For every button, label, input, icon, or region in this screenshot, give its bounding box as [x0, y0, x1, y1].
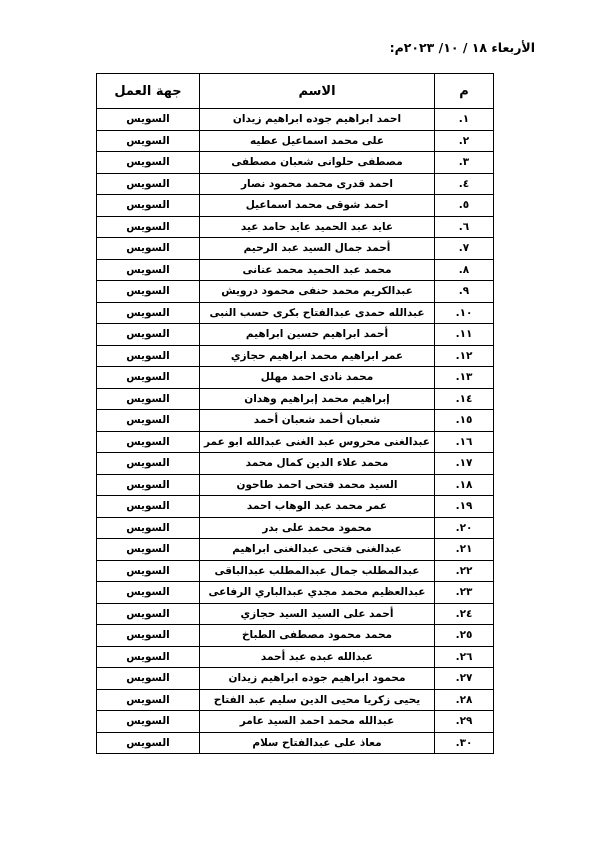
- table-row: [97, 216, 494, 238]
- row-number: ٢٨.: [435, 689, 494, 711]
- row-name: يحيى زكريا محيى الدين سليم عبد الفتاح: [200, 689, 435, 711]
- row-number: ٢٠.: [435, 517, 494, 539]
- row-number: ٢٥.: [435, 625, 494, 647]
- row-number: ٢٣.: [435, 582, 494, 604]
- row-number: ٤.: [435, 173, 494, 195]
- row-number: ٢٩.: [435, 711, 494, 733]
- row-workplace: السويس: [97, 711, 200, 733]
- table-row: [97, 453, 494, 475]
- row-number: ٣.: [435, 152, 494, 174]
- column-header-name: الاسم: [200, 74, 435, 109]
- row-workplace: السويس: [97, 345, 200, 367]
- row-workplace: السويس: [97, 238, 200, 260]
- row-name: معاذ على عبدالفتاح سلام: [200, 732, 435, 754]
- table-row: [97, 238, 494, 260]
- table-row: [97, 646, 494, 668]
- row-number: ٦.: [435, 216, 494, 238]
- table-row: [97, 109, 494, 131]
- table-row: [97, 603, 494, 625]
- row-workplace: السويس: [97, 689, 200, 711]
- row-number: ٢٦.: [435, 646, 494, 668]
- table-row: [97, 431, 494, 453]
- table-row: [97, 195, 494, 217]
- row-number: ١٣.: [435, 367, 494, 389]
- row-number: ١٤.: [435, 388, 494, 410]
- row-name: عبدالله محمد احمد السيد عامر: [200, 711, 435, 733]
- row-name: احمد ابراهيم جوده ابراهيم زيدان: [200, 109, 435, 131]
- table-row: [97, 582, 494, 604]
- row-workplace: السويس: [97, 453, 200, 475]
- row-number: ٥.: [435, 195, 494, 217]
- table-row: [97, 560, 494, 582]
- row-name: عبدالله حمدى عبدالفتاح بكرى حسب النبى: [200, 302, 435, 324]
- row-number: ١٢.: [435, 345, 494, 367]
- table-body: [97, 109, 494, 754]
- row-number: ١٩.: [435, 496, 494, 518]
- row-workplace: السويس: [97, 496, 200, 518]
- row-name: احمد قدرى محمد محمود نصار: [200, 173, 435, 195]
- row-name: على محمد اسماعيل عطيه: [200, 130, 435, 152]
- table-row: [97, 689, 494, 711]
- row-workplace: السويس: [97, 195, 200, 217]
- row-workplace: السويس: [97, 668, 200, 690]
- row-name: عبدالله عبده عبد أحمد: [200, 646, 435, 668]
- column-header-number: م: [435, 74, 494, 109]
- table-row: [97, 324, 494, 346]
- names-table: [96, 73, 494, 754]
- row-workplace: السويس: [97, 216, 200, 238]
- date-line: الأربعاء ١٨ / ١٠/ ٢٠٢٣م:: [389, 40, 535, 55]
- row-workplace: السويس: [97, 388, 200, 410]
- row-number: ٣٠.: [435, 732, 494, 754]
- row-workplace: السويس: [97, 410, 200, 432]
- table-row: [97, 367, 494, 389]
- table-row: [97, 130, 494, 152]
- row-number: ٢١.: [435, 539, 494, 561]
- row-workplace: السويس: [97, 302, 200, 324]
- row-name: محمد محمود مصطفى الطباخ: [200, 625, 435, 647]
- row-name: عبدالكريم محمد حنفى محمود درويش: [200, 281, 435, 303]
- row-name: أحمد ابراهيم حسين ابراهيم: [200, 324, 435, 346]
- row-workplace: السويس: [97, 173, 200, 195]
- table-header-row: [97, 74, 494, 109]
- row-number: ٢٤.: [435, 603, 494, 625]
- row-workplace: السويس: [97, 152, 200, 174]
- row-name: مصطفى حلوانى شعبان مصطفى: [200, 152, 435, 174]
- table-row: [97, 732, 494, 754]
- table-row: [97, 496, 494, 518]
- table-row: [97, 410, 494, 432]
- row-number: ٧.: [435, 238, 494, 260]
- row-name: شعبان أحمد شعبان أحمد: [200, 410, 435, 432]
- table-row: [97, 259, 494, 281]
- row-name: إبراهيم محمد إبراهيم وهدان: [200, 388, 435, 410]
- row-number: ١٨.: [435, 474, 494, 496]
- row-name: عمر ابراهيم محمد ابراهيم حجازي: [200, 345, 435, 367]
- row-number: ١٠.: [435, 302, 494, 324]
- row-name: عبدالغنى محروس عبد الغنى عبدالله ابو عمر: [200, 431, 435, 453]
- row-workplace: السويس: [97, 431, 200, 453]
- row-number: ٩.: [435, 281, 494, 303]
- row-name: محمود محمد على بدر: [200, 517, 435, 539]
- row-name: محمد علاء الدين كمال محمد: [200, 453, 435, 475]
- row-name: عمر محمد عبد الوهاب احمد: [200, 496, 435, 518]
- row-number: ١٥.: [435, 410, 494, 432]
- row-workplace: السويس: [97, 130, 200, 152]
- row-workplace: السويس: [97, 625, 200, 647]
- row-workplace: السويس: [97, 324, 200, 346]
- row-name: عبدالعظيم محمد مجدي عبدالباري الرفاعى: [200, 582, 435, 604]
- table-row: [97, 668, 494, 690]
- row-workplace: السويس: [97, 281, 200, 303]
- row-number: ١.: [435, 109, 494, 131]
- row-workplace: السويس: [97, 603, 200, 625]
- column-header-workplace: جهة العمل: [97, 74, 200, 109]
- table-row: [97, 388, 494, 410]
- table-row: [97, 539, 494, 561]
- row-name: احمد شوقى محمد اسماعيل: [200, 195, 435, 217]
- row-name: عايد عبد الحميد عايد حامد عيد: [200, 216, 435, 238]
- row-name: أحمد جمال السيد عبد الرحيم: [200, 238, 435, 260]
- row-number: ١١.: [435, 324, 494, 346]
- row-workplace: السويس: [97, 259, 200, 281]
- row-number: ١٧.: [435, 453, 494, 475]
- row-number: ٢٢.: [435, 560, 494, 582]
- row-workplace: السويس: [97, 109, 200, 131]
- row-number: ٢٧.: [435, 668, 494, 690]
- row-workplace: السويس: [97, 560, 200, 582]
- row-workplace: السويس: [97, 539, 200, 561]
- table-row: [97, 711, 494, 733]
- row-number: ١٦.: [435, 431, 494, 453]
- row-workplace: السويس: [97, 367, 200, 389]
- row-name: عبدالمطلب جمال عبدالمطلب عبدالباقى: [200, 560, 435, 582]
- row-name: محمد نادى احمد مهلل: [200, 367, 435, 389]
- row-name: محمود ابراهيم جوده ابراهيم زيدان: [200, 668, 435, 690]
- row-workplace: السويس: [97, 582, 200, 604]
- row-number: ٨.: [435, 259, 494, 281]
- table-row: [97, 474, 494, 496]
- row-workplace: السويس: [97, 474, 200, 496]
- table-row: [97, 173, 494, 195]
- row-workplace: السويس: [97, 517, 200, 539]
- row-name: السيد محمد فتحى احمد طاحون: [200, 474, 435, 496]
- row-name: أحمد على السيد السيد حجازي: [200, 603, 435, 625]
- row-name: محمد عبد الحميد محمد عنانى: [200, 259, 435, 281]
- table-row: [97, 517, 494, 539]
- table-row: [97, 281, 494, 303]
- row-workplace: السويس: [97, 646, 200, 668]
- row-workplace: السويس: [97, 732, 200, 754]
- row-name: عبدالغنى فتحى عبدالغنى ابراهيم: [200, 539, 435, 561]
- table-row: [97, 345, 494, 367]
- table-row: [97, 625, 494, 647]
- table-row: [97, 152, 494, 174]
- row-number: ٢.: [435, 130, 494, 152]
- table-row: [97, 302, 494, 324]
